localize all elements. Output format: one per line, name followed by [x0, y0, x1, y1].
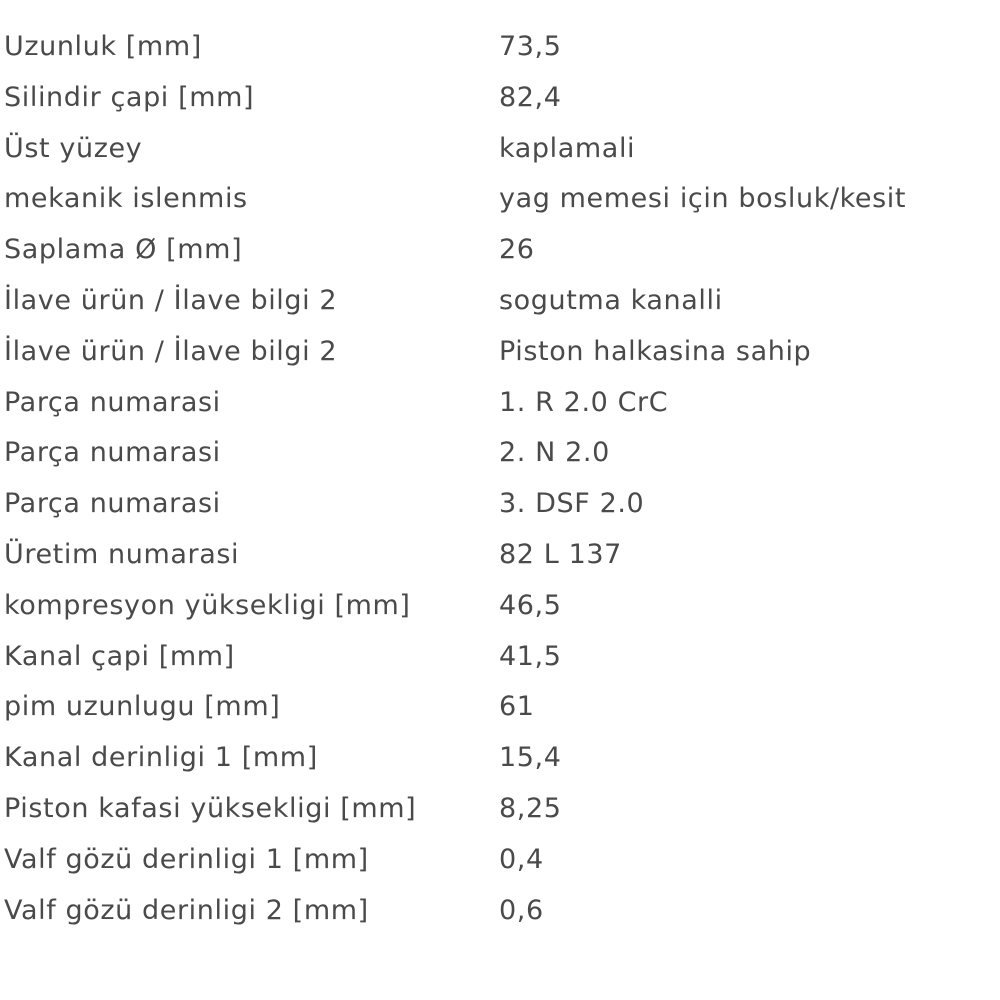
spec-value: Piston halkasina sahip	[499, 335, 812, 367]
spec-label: Parça numarasi	[4, 386, 221, 418]
spec-value: 26	[499, 234, 535, 266]
spec-row	[4, 632, 996, 683]
spec-row	[4, 174, 996, 225]
spec-label: Valf gözü derinligi 1 [mm]	[4, 843, 369, 875]
spec-value: 82 L 137	[499, 538, 622, 570]
spec-label: Kanal derinligi 1 [mm]	[4, 742, 318, 774]
spec-value: 0,6	[499, 894, 544, 926]
spec-row	[4, 428, 996, 479]
spec-value: 73,5	[499, 31, 562, 62]
spec-value: 0,4	[499, 843, 544, 875]
spec-row	[4, 276, 996, 327]
spec-row	[4, 784, 996, 835]
spec-label: pim uzunlugu [mm]	[4, 691, 281, 723]
spec-value: sogutma kanalli	[499, 284, 723, 316]
spec-row	[4, 530, 996, 581]
spec-row	[4, 225, 996, 276]
spec-value: 15,4	[499, 742, 562, 774]
spec-row	[4, 22, 996, 73]
spec-label: Silindir çapi [mm]	[4, 81, 255, 113]
spec-row	[4, 886, 996, 937]
spec-row	[4, 479, 996, 530]
spec-label: Uzunluk [mm]	[4, 31, 202, 62]
spec-label: Parça numarasi	[4, 437, 221, 469]
spec-row	[4, 733, 996, 784]
spec-row	[4, 327, 996, 378]
spec-value: 46,5	[499, 589, 562, 621]
spec-value: 61	[499, 691, 535, 723]
spec-value: 8,25	[499, 792, 562, 824]
spec-row	[4, 378, 996, 429]
spec-label: Valf gözü derinligi 2 [mm]	[4, 894, 369, 926]
spec-label: İlave ürün / İlave bilgi 2	[4, 284, 338, 316]
spec-label: kompresyon yüksekligi [mm]	[4, 589, 411, 621]
spec-label: Piston kafasi yüksekligi [mm]	[4, 792, 417, 824]
spec-label: mekanik islenmis	[4, 183, 248, 215]
spec-label: Üst yüzey	[4, 132, 143, 164]
spec-label: Üretim numarasi	[4, 538, 240, 570]
spec-label: Parça numarasi	[4, 488, 221, 520]
spec-value: 2. N 2.0	[499, 437, 610, 469]
spec-label: Kanal çapi [mm]	[4, 640, 235, 672]
spec-value: 41,5	[499, 640, 562, 672]
spec-table-body	[4, 22, 996, 936]
spec-value: kaplamali	[499, 132, 636, 164]
spec-label: Saplama Ø [mm]	[4, 234, 243, 266]
spec-row	[4, 73, 996, 124]
spec-row	[4, 124, 996, 175]
spec-value: 82,4	[499, 81, 562, 113]
spec-value: 1. R 2.0 CrC	[499, 386, 669, 418]
spec-row	[4, 581, 996, 632]
spec-row	[4, 835, 996, 886]
spec-value: yag memesi için bosluk/kesit	[499, 183, 907, 215]
spec-row	[4, 682, 996, 733]
spec-table	[4, 22, 996, 936]
spec-value: 3. DSF 2.0	[499, 488, 645, 520]
spec-label: İlave ürün / İlave bilgi 2	[4, 335, 338, 367]
